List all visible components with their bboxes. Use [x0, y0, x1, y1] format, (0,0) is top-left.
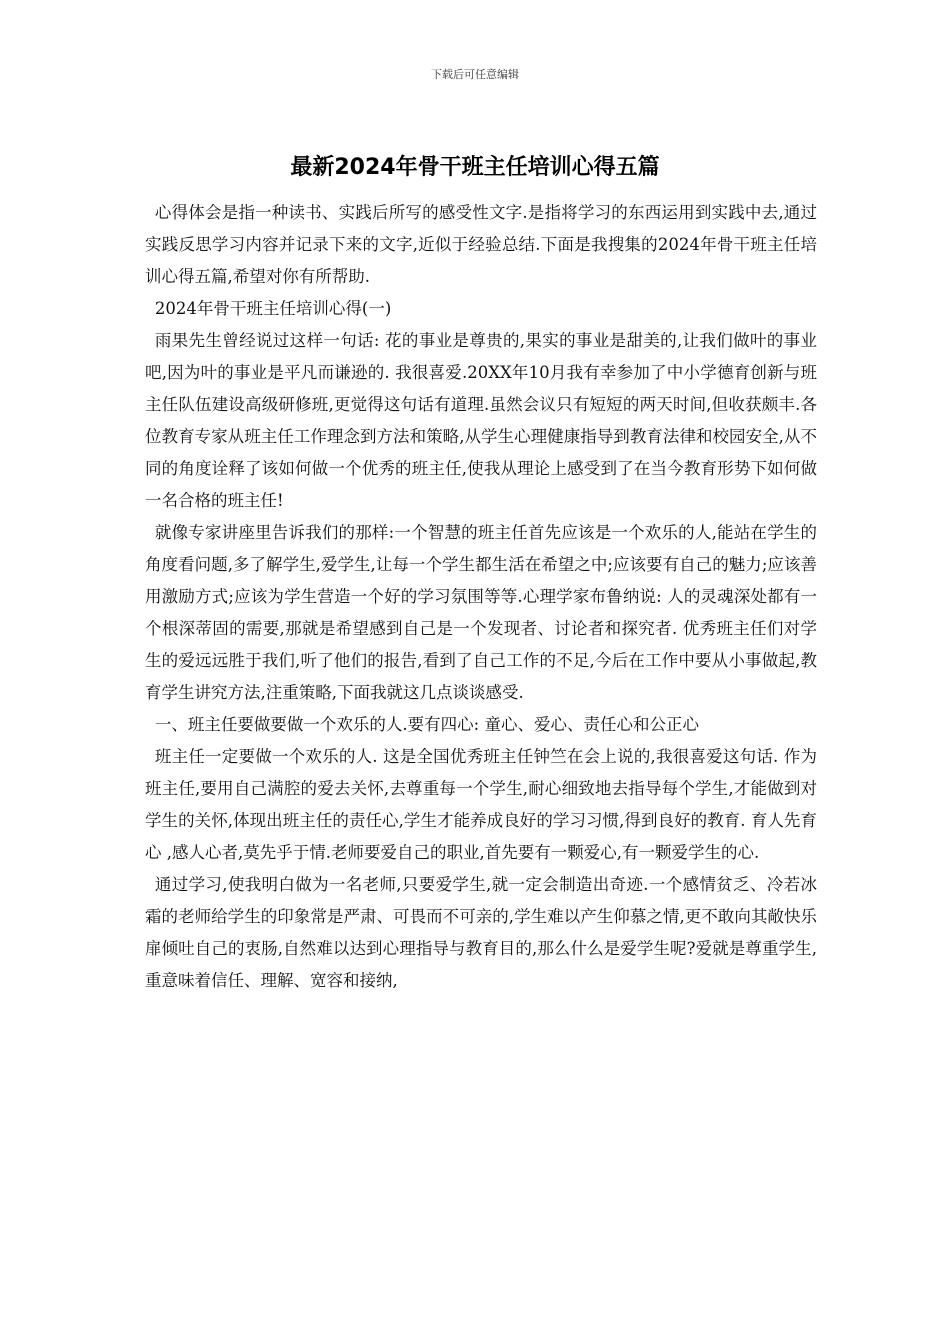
paragraph-expert-lecture: 就像专家讲座里告诉我们的那样:一个智慧的班主任首先应该是一个欢乐的人,能站在学生的角度看问题,多了解学生,爱学生,让每一个学生都生活在希望之中;应该要有自己的魅力;应该善用激励方式;应该为学生营造一个好的学习氛围等等.心理学家布鲁纳说: 人的灵魂深处都有一个根深蒂固的需要,那就是希望感到自己是一个发现者、讨论者和探究者. 优秀班主任们对学生的爱远远胜于我们,听了他们的报告,看到了自己工作的不足,今后在工作中要从小事做起,教育学生讲究方法,注重策略,下面我就这几点谈谈感受. — [145, 523, 817, 702]
paragraph-intro: 心得体会是指一种读书、实践后所写的感受性文字.是指将学习的东西运用到实践中去,通过实践反思学习内容并记录下来的文字,近似于经验总结.下面是我搜集的2024年骨干班主任培训心得五篇,希望对你有所帮助. — [145, 203, 817, 286]
page-header-note: 下载后可任意编辑 — [431, 68, 519, 81]
subheading-four-hearts: 一、班主任要做要做一个欢乐的人.要有四心: 童心、爱心、责任心和公正心 — [154, 715, 699, 734]
paragraph-happy-teacher: 班主任一定要做一个欢乐的人. 这是全国优秀班主任钟竺在会上说的,我很喜爱这句话. 作为班主任,要用自己满腔的爱去关怀,去尊重每一个学生,耐心细致地去指导每个学生,才能做到对学生的关怀,体现出班主任的责任心,学生才能养成良好的学习习惯,得到良好的教育. 育人先育心 ,感人心者,莫先乎于情.老师要爱自己的职业,首先要有一颗爱心,有一颗爱学生的心. — [145, 747, 817, 862]
document-body — [145, 197, 817, 997]
section-heading-1: 2024年骨干班主任培训心得(一) — [154, 299, 392, 318]
paragraph-love-students: 通过学习,使我明白做为一名老师,只要爱学生,就一定会制造出奇迹.一个感情贫乏、冷若冰霜的老师给学生的印象常是严肃、可畏而不可亲的,学生难以产生仰慕之情,更不敢向其敞快乐扉倾吐自己的衷肠,自然难以达到心理指导与教育目的,那么什么是爱学生呢?爱就是尊重学生,重意味着信任、理解、宽容和接纳, — [145, 875, 817, 990]
document-title: 最新2024年骨干班主任培训心得五篇 — [290, 155, 660, 180]
paragraph-hugo-quote: 雨果先生曾经说过这样一句话: 花的事业是尊贵的,果实的事业是甜美的,让我们做叶的事业吧,因为叶的事业是平凡而谦逊的. 我很喜爱.20XX年10月我有幸参加了中小学德育创新与班主任队伍建设高级研修班,更觉得这句话有道理.虽然会议只有短短的两天时间,但收获颇丰.各位教育专家从班主任工作理念到方法和策略,从学生心理健康指导到教育法律和校园安全,从不同的角度诠释了该如何做一个优秀的班主任,使我从理论上感受到了在当今教育形势下如何做一名合格的班主任! — [145, 331, 817, 510]
